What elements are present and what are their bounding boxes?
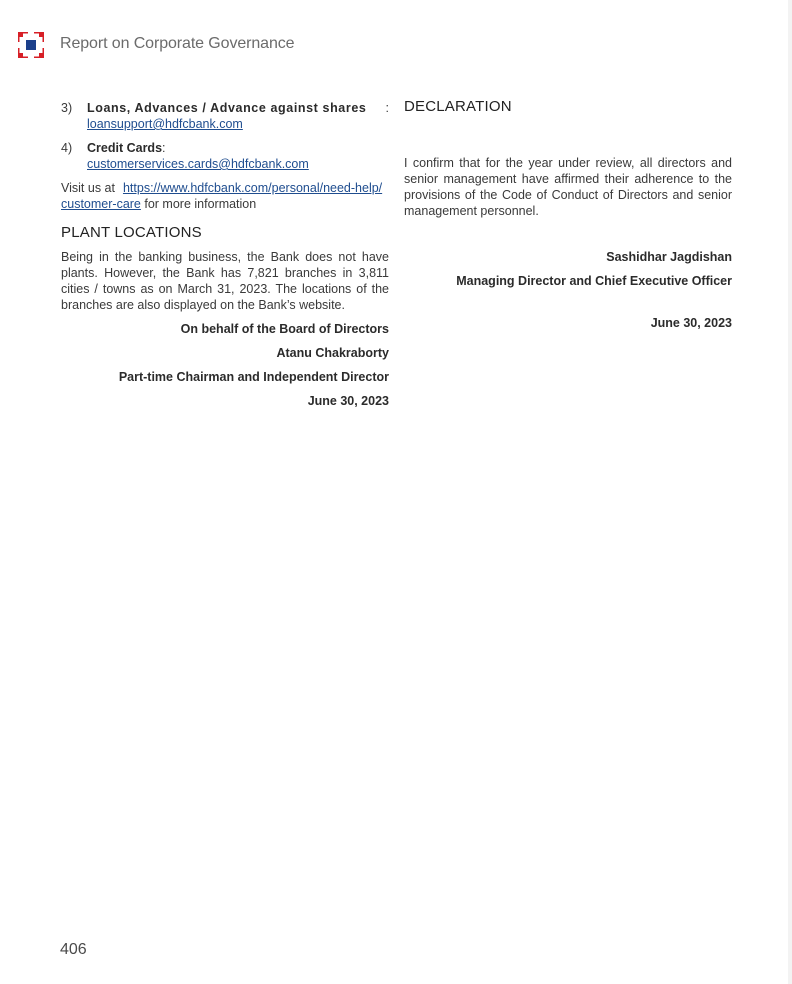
page-number: 406 <box>60 941 87 958</box>
on-behalf-line: On behalf of the Board of Directors <box>180 322 389 336</box>
list-number: 4) <box>61 141 73 155</box>
visit-prefix: Visit us at <box>61 181 115 195</box>
signatory-designation: Managing Director and Chief Executive Officer <box>456 274 732 288</box>
signature-date: June 30, 2023 <box>307 394 389 408</box>
contact-separator: : <box>162 141 166 155</box>
hdfc-bank-logo-icon <box>18 32 44 58</box>
page-edge <box>788 0 792 984</box>
page-header-title: Report on Corporate Governance <box>60 35 295 52</box>
contact-label: Loans, Advances / Advance against shares <box>87 101 367 115</box>
contact-item-credit-cards <box>61 140 389 172</box>
board-signature-block <box>61 321 389 409</box>
customer-care-url-link[interactable]: https://www.hdfcbank.com/personal/need-help/ customer-care <box>61 181 383 211</box>
ceo-signature-block <box>404 249 732 331</box>
signatory-name: Atanu Chakraborty <box>276 346 389 360</box>
signature-date: June 30, 2023 <box>650 316 732 330</box>
signatory-designation: Part-time Chairman and Independent Director <box>118 370 389 384</box>
list-number: 3) <box>61 101 73 115</box>
visit-suffix: for more information <box>140 197 257 211</box>
visit-us-line <box>61 180 389 212</box>
plant-locations-heading: PLANT LOCATIONS <box>61 224 202 241</box>
loans-email-link[interactable]: loansupport@hdfcbank.com <box>87 117 243 131</box>
contact-separator: : <box>385 101 389 115</box>
signatory-name: Sashidhar Jagdishan <box>606 250 732 264</box>
left-column <box>61 100 389 409</box>
declaration-text: I confirm that for the year under review, all directors and senior management have affirmed their adherence to the provisions of the Code of Conduct of Directors and senior management personnel. <box>404 156 732 218</box>
plant-locations-text: Being in the banking business, the Bank does not have plants. However, the Bank has 7,821 branches in 3,811 cities / towns as on March 31, 2023. The locations of the branches are also displayed on the Bank’s website. <box>61 250 389 312</box>
declaration-heading: DECLARATION <box>404 98 512 115</box>
contact-label: Credit Cards <box>87 141 163 155</box>
credit-cards-email-link[interactable]: customerservices.cards@hdfcbank.com <box>87 157 309 171</box>
right-column <box>404 98 732 331</box>
contact-item-loans <box>61 100 389 132</box>
